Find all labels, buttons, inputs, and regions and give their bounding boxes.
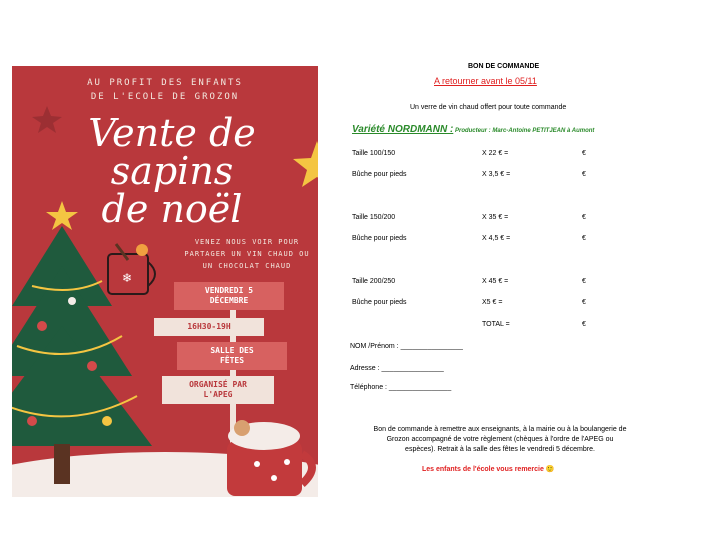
variety-name: Variété NORDMANN : (352, 124, 454, 135)
row-currency: € (582, 171, 586, 178)
cause-line: DE L'ECOLE DE GROZON (90, 92, 240, 102)
order-form (330, 0, 720, 540)
title-line: sapins (110, 149, 234, 193)
event-poster (12, 66, 318, 497)
name-field[interactable]: NOM /Prénom : ________________ (350, 343, 463, 350)
row-currency: € (582, 150, 586, 157)
address-field[interactable]: Adresse : ________________ (350, 365, 444, 372)
form-note (330, 425, 670, 455)
sign-organizer-line: ORGANISÉ PAR (189, 380, 247, 389)
sign-organizer-line: L'APEG (203, 390, 233, 399)
row-currency: € (582, 214, 586, 221)
hot-chocolate-mug-icon (227, 420, 312, 496)
row-price: X 3,5 € = (482, 171, 511, 178)
row-label: Taille 200/250 (352, 278, 396, 285)
total-label: TOTAL = (482, 321, 510, 328)
sign-place-line: FÊTES (219, 356, 245, 365)
poster-title (72, 111, 272, 231)
phone-field[interactable]: Téléphone : ________________ (350, 384, 452, 391)
producer: Producteur : Marc-Antoine PETITJEAN à Aumont (453, 128, 595, 134)
row-price: X 4,5 € = (482, 235, 511, 242)
svg-text:❄: ❄ (122, 271, 133, 285)
row-price: X 35 € = (482, 214, 509, 221)
note-line: Bon de commande à remettre aux enseignants, à la mairie ou à la boulangerie de (373, 426, 627, 433)
mulled-wine-mug-icon (108, 244, 155, 294)
form-variety (352, 124, 594, 135)
star-icon (32, 106, 62, 133)
row-label: Bûche pour pieds (352, 299, 407, 306)
invitation-line: VENEZ NOUS VOIR POUR (194, 238, 300, 246)
row-label: Taille 150/200 (352, 214, 396, 221)
row-currency: € (582, 299, 586, 306)
sign-time-text: 16H30-19H (187, 322, 231, 331)
form-thanks: Les enfants de l'école vous remercie 🙂 (422, 466, 555, 473)
note-line: espèces). Retrait à la salle des fêtes le vendredi 5 décembre. (405, 446, 595, 453)
form-deadline: A retourner avant le 05/11 (434, 76, 537, 86)
title-line: de noël (101, 187, 243, 231)
row-price: X 45 € = (482, 278, 509, 285)
form-heading: BON DE COMMANDE (468, 63, 540, 70)
note-line: Grozon accompagné de votre règlement (chèques à l'ordre de l'APEG ou (386, 436, 614, 443)
form-offer: Un verre de vin chaud offert pour toute commande (410, 104, 567, 111)
row-currency: € (582, 235, 586, 242)
cause-line: AU PROFIT DES ENFANTS (87, 78, 243, 88)
sign-place-line: SALLE DES (210, 346, 254, 355)
sign-place (177, 342, 287, 370)
poster-cause (12, 76, 318, 104)
sign-date-line: VENDREDI 5 (204, 286, 254, 295)
row-label: Bûche pour pieds (352, 171, 407, 178)
poster-invitation (177, 236, 317, 272)
row-price: X 22 € = (482, 150, 509, 157)
row-label: Bûche pour pieds (352, 235, 407, 242)
total-currency: € (582, 321, 586, 328)
invitation-line: PARTAGER UN VIN CHAUD OU (184, 250, 310, 258)
invitation-line: UN CHOCOLAT CHAUD (202, 262, 292, 270)
sign-date-line: DÉCEMBRE (209, 296, 249, 305)
row-currency: € (582, 278, 586, 285)
star-icon (293, 141, 318, 187)
sign-date (174, 282, 284, 310)
title-line: Vente de (88, 111, 256, 155)
row-price: X5 € = (482, 299, 503, 306)
sign-time (154, 318, 264, 336)
sign-organizer (162, 376, 274, 404)
row-label: Taille 100/150 (352, 150, 396, 157)
